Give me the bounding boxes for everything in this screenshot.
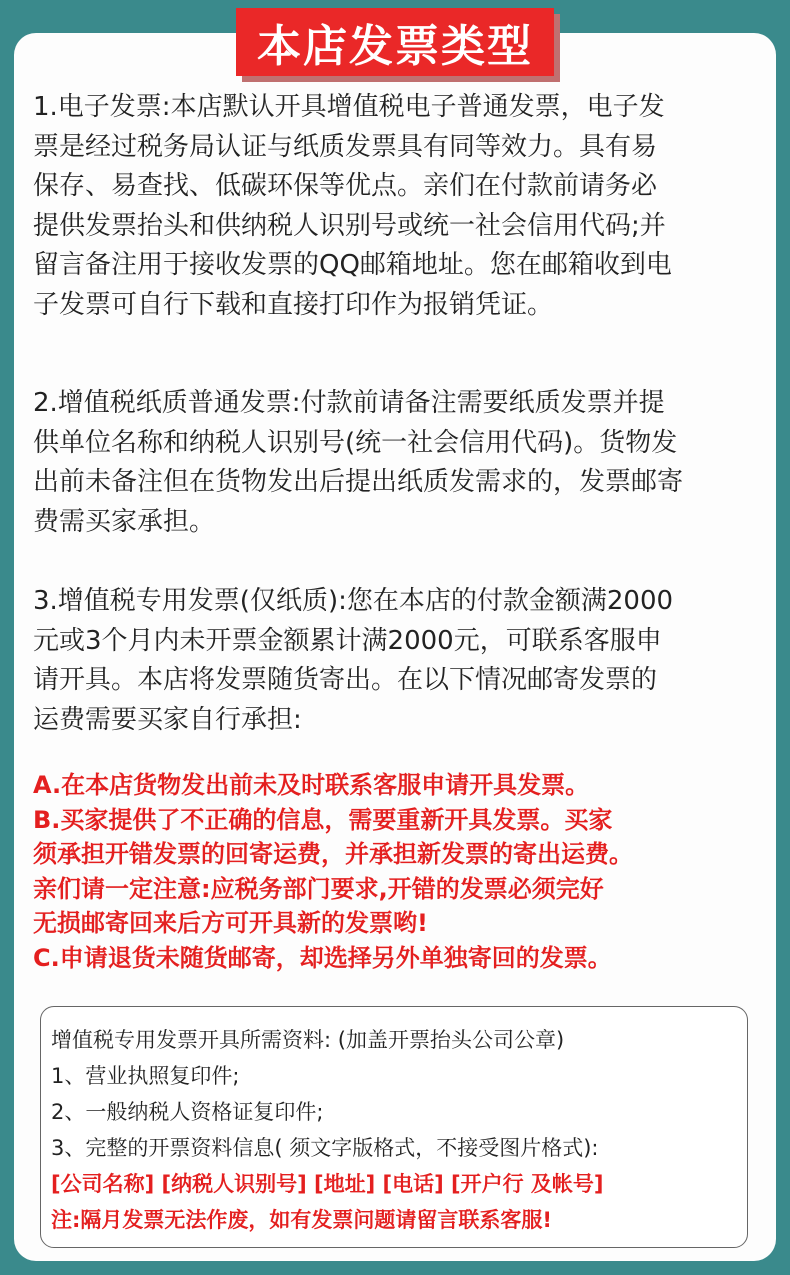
required-documents-box bbox=[40, 1006, 748, 1248]
box-item: 3、完整的开票资料信息( 须文字版格式，不接受图片格式): bbox=[51, 1136, 599, 1160]
section-paper-invoice: 2.增值税纸质普通发票:付款前请备注需要纸质发票并提 供单位名称和纳税人识别号(统一社会信用代码)。货物发 出前未备注但在货物发出后提出纸质发需求的，发票邮寄 费需买家承担。 bbox=[33, 388, 684, 537]
title-banner bbox=[236, 8, 554, 76]
shipping-notes: A.在本店货物发出前未及时联系客服申请开具发票。 B.买家提供了不正确的信息，需要重新开具发票。买家 须承担开错发票的回寄运费，并承担新发票的寄出运费。 亲们请一定注意:应税务部门要求,开错的发票必须完好 无损邮寄回来后方可开具新的发票哟! C.申请退货未随货邮寄，却选择另外单独寄回的发票。 bbox=[33, 771, 633, 972]
box-heading: 增值税专用发票开具所需资料: (加盖开票抬头公司公章) bbox=[51, 1028, 565, 1052]
section-special-invoice: 3.增值税专用发票(仅纸质):您在本店的付款金额满2000 元或3个月内未开票金额累计满2000元，可联系客服申 请开具。本店将发票随货寄出。在以下情况邮寄发票的 运费需要买家自行承担: bbox=[33, 586, 674, 735]
page-title: 本店发票类型 bbox=[236, 8, 554, 76]
box-note: 注:隔月发票无法作废，如有发票问题请留言联系客服! bbox=[51, 1208, 552, 1232]
box-fields: [公司名称] [纳税人识别号] [地址] [电话] [开户行 及帐号] bbox=[51, 1172, 604, 1196]
box-item: 2、一般纳税人资格证复印件; bbox=[51, 1100, 324, 1124]
box-item: 1、营业执照复印件; bbox=[51, 1064, 240, 1088]
section-electronic-invoice: 1.电子发票:本店默认开具增值税电子普通发票，电子发 票是经过税务局认证与纸质发票具有同等效力。具有易 保存、易查找、低碳环保等优点。亲们在付款前请务必 提供发票抬头和供纳税人识别号或统一社会信用代码;并 留言备注用于接收发票的QQ邮箱地址。您在邮箱收到电 子发票可自行下载和直接打印作为报销凭证。 bbox=[33, 92, 672, 320]
